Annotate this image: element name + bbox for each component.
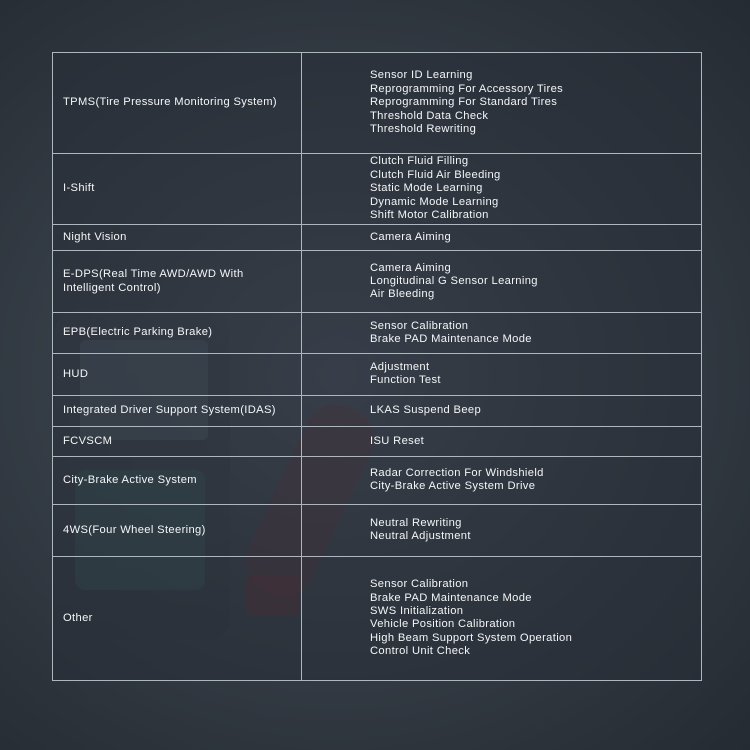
table-row [53, 426, 702, 456]
function-item: Control Unit Check [370, 645, 471, 658]
function-item: Brake PAD Maintenance Mode [370, 333, 532, 346]
system-name-cell [53, 556, 302, 680]
functions-cell [302, 250, 702, 312]
functions-cell [302, 395, 702, 426]
system-name: EPB(Electric Parking Brake) [63, 326, 213, 339]
function-item: Sensor Calibration [370, 319, 469, 332]
functions-cell [302, 313, 702, 354]
function-item: Reprogramming For Accessory Tires [370, 82, 564, 95]
function-item: ISU Reset [370, 434, 425, 447]
table-row [53, 457, 702, 505]
function-item: Dynamic Mode Learning [370, 195, 499, 208]
function-item: City-Brake Active System Drive [370, 480, 536, 493]
function-item: Camera Aiming [370, 230, 452, 243]
function-item: Longitudinal G Sensor Learning [370, 274, 538, 287]
functions-cell [302, 53, 702, 154]
table-row [53, 154, 702, 225]
function-item: Neutral Rewriting [370, 517, 462, 530]
system-name: Other [63, 611, 93, 624]
function-item: Threshold Rewriting [370, 123, 477, 136]
function-item: Camera Aiming [370, 261, 452, 274]
table-row [53, 250, 702, 312]
system-name-cell [53, 224, 302, 250]
system-name: Night Vision [63, 230, 127, 243]
function-item: High Beam Support System Operation [370, 631, 573, 644]
system-name: HUD [63, 367, 89, 380]
system-name-cell [53, 313, 302, 354]
functions-cell [302, 504, 702, 556]
function-item: Threshold Data Check [370, 109, 489, 122]
table-row [53, 224, 702, 250]
system-name-cell [53, 426, 302, 456]
system-name: Integrated Driver Support System(IDAS) [63, 404, 276, 417]
functions-cell [302, 154, 702, 225]
functions-cell [302, 556, 702, 680]
table-row [53, 504, 702, 556]
function-item: Function Test [370, 374, 441, 387]
functions-cell [302, 353, 702, 395]
function-item: Static Mode Learning [370, 182, 483, 195]
functions-cell [302, 426, 702, 456]
function-item: Sensor ID Learning [370, 69, 473, 82]
table-row [53, 53, 702, 154]
system-name-cell [53, 53, 302, 154]
system-name: FCVSCM [63, 434, 113, 447]
system-name-cell [53, 504, 302, 556]
function-item: Air Bleeding [370, 288, 435, 301]
function-item: Clutch Fluid Filling [370, 155, 469, 168]
table-row [53, 353, 702, 395]
function-item: SWS Initialization [370, 605, 464, 618]
system-name-cell [53, 250, 302, 312]
system-name: I-Shift [63, 182, 95, 195]
system-name: TPMS(Tire Pressure Monitoring System) [63, 96, 277, 109]
function-item: Shift Motor Calibration [370, 209, 489, 222]
function-table [52, 52, 702, 681]
system-name-cell [53, 353, 302, 395]
system-name: 4WS(Four Wheel Steering) [63, 523, 206, 536]
system-name: City-Brake Active System [63, 473, 197, 486]
system-name: E-DPS(Real Time AWD/AWD With Intelligent Control) [63, 268, 244, 294]
system-name-cell [53, 154, 302, 225]
function-item: Vehicle Position Calibration [370, 618, 516, 631]
function-item: Neutral Adjustment [370, 530, 471, 543]
table-row [53, 313, 702, 354]
table-row [53, 395, 702, 426]
function-item: Brake PAD Maintenance Mode [370, 591, 532, 604]
function-item: LKAS Suspend Beep [370, 404, 482, 417]
function-item: Reprogramming For Standard Tires [370, 96, 558, 109]
function-item: Sensor Calibration [370, 578, 469, 591]
function-item: Adjustment [370, 360, 430, 373]
table-row [53, 556, 702, 680]
function-table-container [52, 52, 702, 681]
functions-cell [302, 224, 702, 250]
function-item: Radar Correction For Windshield [370, 467, 544, 480]
system-name-cell [53, 395, 302, 426]
system-name-cell [53, 457, 302, 505]
functions-cell [302, 457, 702, 505]
function-item: Clutch Fluid Air Bleeding [370, 168, 501, 181]
